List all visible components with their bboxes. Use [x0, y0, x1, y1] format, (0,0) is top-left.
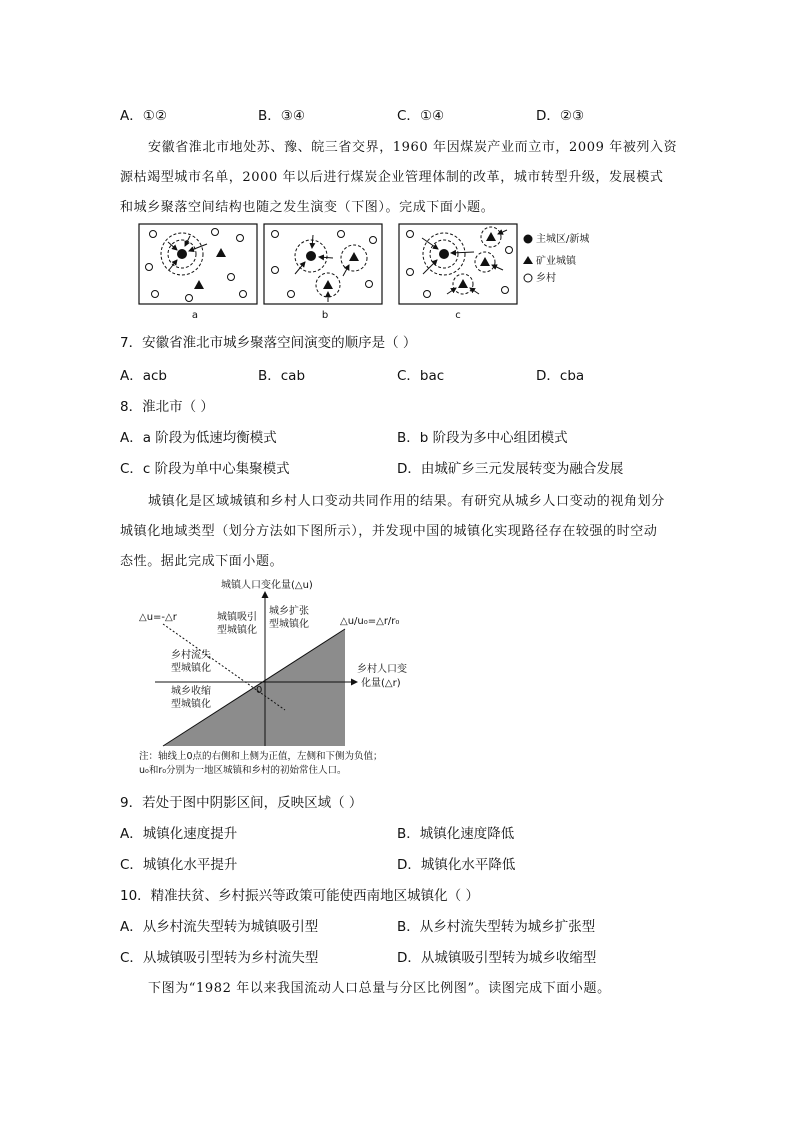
- svg-text:城乡收缩: 城乡收缩: [171, 686, 211, 697]
- x-axis-label-1: 乡村人口变: [357, 664, 407, 675]
- svg-text:乡村流失: 乡村流失: [171, 650, 211, 661]
- q10-option-d: D．从城镇吸引型转为城乡收缩型: [397, 950, 597, 966]
- svg-text:型城镇化: 型城镇化: [269, 619, 309, 630]
- q7-option-b: B．cab: [258, 368, 306, 384]
- q8-option-d: D．由城矿乡三元发展转变为融合发展: [397, 461, 624, 477]
- q6-option-a: A．①②: [120, 108, 167, 124]
- passage1-line3: 和城乡聚落空间结构也随之发生演变（下图）。完成下面小题。: [120, 200, 495, 215]
- panel-b: [264, 224, 382, 304]
- q7-option-c: C．bac: [397, 368, 445, 384]
- svg-text:城乡扩张: 城乡扩张: [269, 606, 309, 617]
- q6-option-d: D．②③: [536, 108, 585, 124]
- passage1-line2: 源枯竭型城市名单，2000 年以后进行煤炭企业管理体制的改革，城市转型升级，发展模式: [120, 170, 664, 185]
- svg-text:矿业城镇: 矿业城镇: [536, 256, 576, 267]
- svg-text:乡村: 乡村: [536, 273, 556, 284]
- q6-option-c: C．①④: [397, 108, 445, 124]
- settlement-evolution-figure: [135, 222, 615, 322]
- q7-option-d: D．cba: [536, 368, 585, 384]
- passage2-line2: 城镇化地域类型（划分方法如下图所示），并发现中国的城镇化实现路径存在较强的时空动: [120, 524, 658, 539]
- q8-option-a: A．a 阶段为低速均衡模式: [120, 430, 277, 446]
- q6-option-b: B．③④: [258, 108, 305, 124]
- q10-stem: 10．精准扶贫、乡村振兴等政策可能使西南地区城镇化（ ）: [120, 888, 479, 904]
- figure2-note-2: u₀和r₀分别为一地区城镇和乡村的初始常住人口。: [139, 765, 347, 776]
- passage2-line1: 城镇化是区域城镇和乡村人口变动共同作用的结果。有研究从城乡人口变动的视角划分: [148, 494, 665, 509]
- panel-c: [399, 224, 517, 304]
- q9-option-a: A．城镇化速度提升: [120, 826, 238, 842]
- figure1-legend: [523, 232, 589, 284]
- dashed-line-label: △u=-△r: [139, 612, 177, 623]
- passage2-line3: 态性。据此完成下面小题。: [120, 554, 284, 569]
- solid-line-label: △u/u₀=△r/r₀: [340, 616, 400, 627]
- q9-stem: 9．若处于图中阴影区间，反映区域（ ）: [120, 795, 363, 811]
- q7-option-a: A．acb: [120, 368, 167, 384]
- q10-option-a: A．从乡村流失型转为城镇吸引型: [120, 919, 319, 935]
- panel-a: [139, 224, 257, 304]
- x-axis-label-2: 化量(△r): [361, 678, 401, 689]
- q8-stem: 8．淮北市（ ）: [120, 399, 214, 415]
- panel-label-c: c: [455, 310, 461, 321]
- q7-stem: 7．安徽省淮北市城乡聚落空间演变的顺序是（ ）: [120, 335, 417, 351]
- svg-text:主城区/新城: 主城区/新城: [536, 234, 590, 245]
- q10-option-c: C．从城镇吸引型转为乡村流失型: [120, 950, 319, 966]
- y-axis-label: 城镇人口变化量(△u): [221, 580, 313, 591]
- figure2-note-1: 注：轴线上0点的右侧和上侧为正值，左侧和下侧为负值；: [139, 751, 383, 762]
- q8-option-b: B．b 阶段为多中心组团模式: [397, 430, 568, 446]
- panel-label-b: b: [321, 310, 329, 321]
- q9-option-b: B．城镇化速度降低: [397, 826, 515, 842]
- svg-text:型城镇化: 型城镇化: [217, 625, 257, 636]
- q10-option-b: B．从乡村流失型转为城乡扩张型: [397, 919, 596, 935]
- origin-label: 0: [256, 685, 263, 696]
- q8-option-c: C．c 阶段为单中心集聚模式: [120, 461, 290, 477]
- panel-label-a: a: [191, 310, 199, 321]
- svg-text:城镇吸引: 城镇吸引: [217, 612, 257, 623]
- q9-option-c: C．城镇化水平提升: [120, 857, 238, 873]
- q9-option-d: D．城镇化水平降低: [397, 857, 516, 873]
- urbanization-type-diagram: [135, 574, 435, 784]
- svg-text:型城镇化: 型城镇化: [171, 699, 211, 710]
- passage1-line1: 安徽省淮北市地处苏、豫、皖三省交界，1960 年因煤炭产业而立市，2009 年被列入资: [148, 140, 678, 155]
- svg-text:型城镇化: 型城镇化: [171, 663, 211, 674]
- passage3: 下图为“1982 年以来我国流动人口总量与分区比例图”。读图完成下面小题。: [148, 981, 611, 996]
